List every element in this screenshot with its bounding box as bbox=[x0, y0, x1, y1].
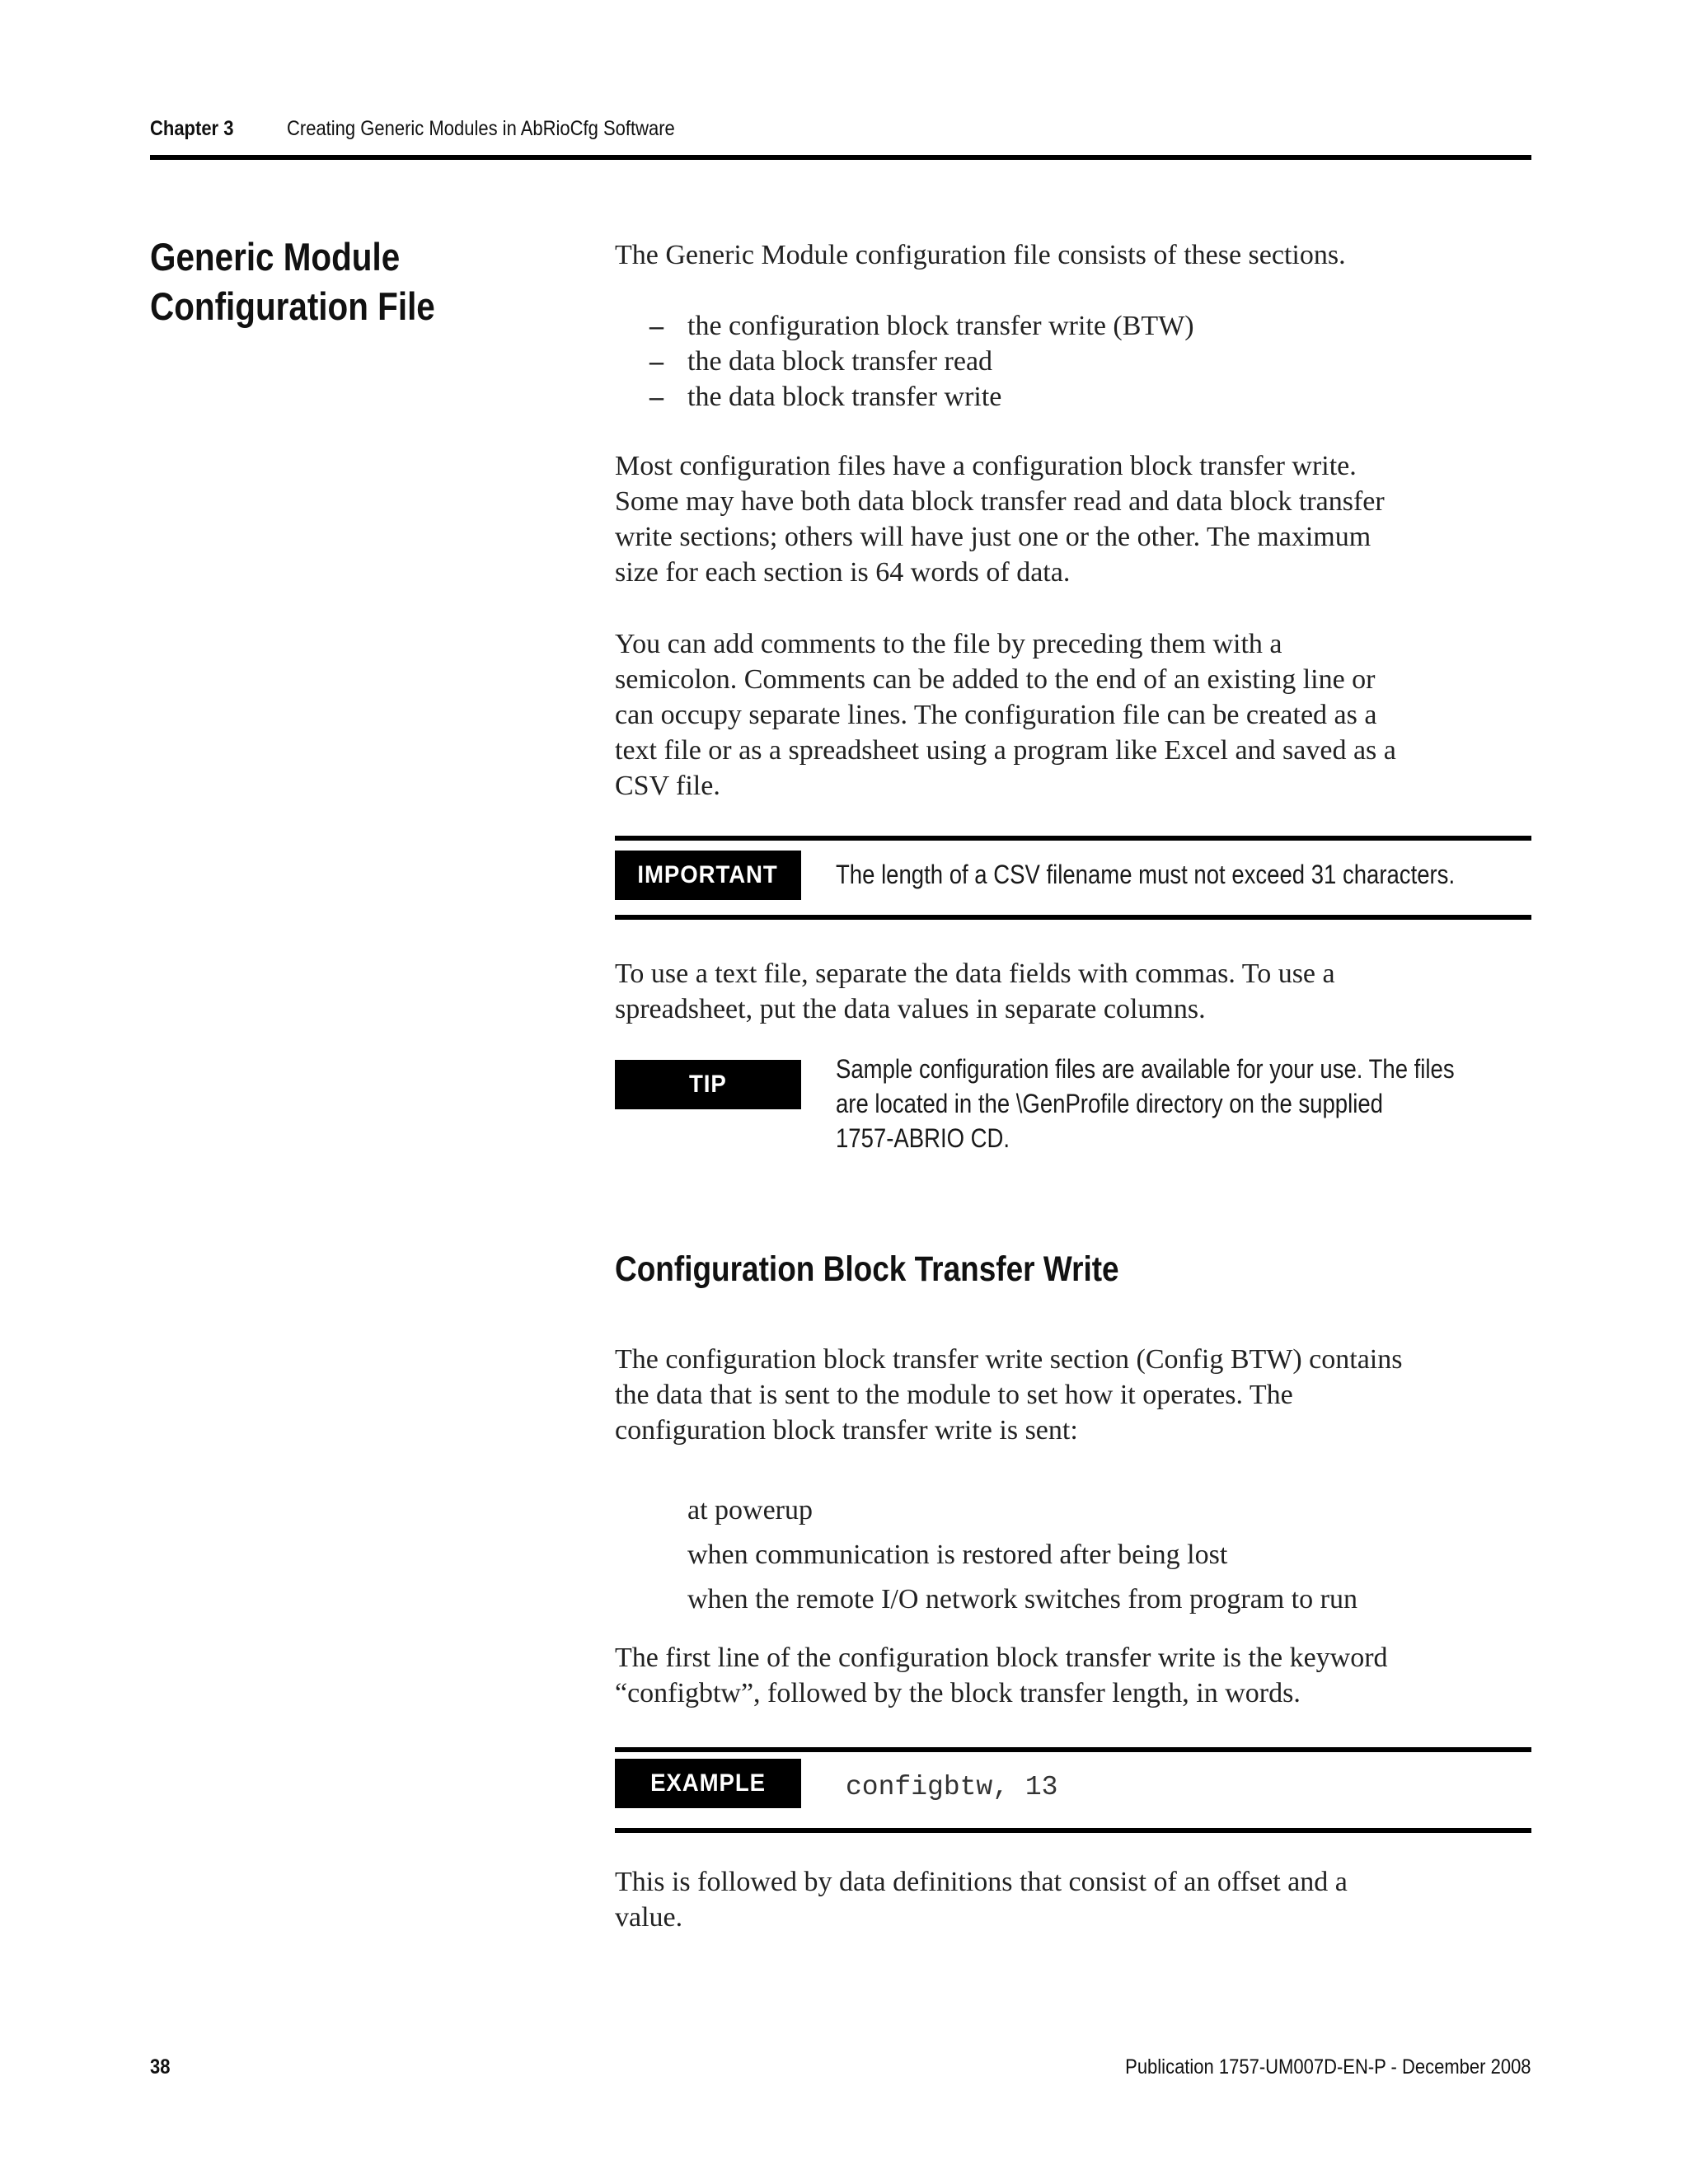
section-title-line-1: Generic Module bbox=[150, 235, 401, 279]
paragraph-line: The first line of the configuration block transfer write is the keyword bbox=[615, 1643, 1388, 1673]
dash-bullet: – bbox=[649, 311, 663, 341]
paragraph-sections-info bbox=[615, 448, 1538, 590]
paragraph-line: text file or as a spreadsheet using a program like Excel and saved as a bbox=[615, 735, 1396, 766]
publication-info: Publication 1757-UM007D-EN-P - December 2008 bbox=[1125, 2055, 1531, 2079]
example-label: EXAMPLE bbox=[615, 1759, 801, 1808]
important-top-rule bbox=[615, 836, 1531, 841]
section-title bbox=[150, 232, 490, 331]
paragraph-line: can occupy separate lines. The configuration file can be created as a bbox=[615, 700, 1377, 730]
tip-text-line: Sample configuration files are available for your use. The files bbox=[836, 1054, 1455, 1084]
important-label: IMPORTANT bbox=[615, 851, 801, 900]
list-item bbox=[649, 379, 1194, 415]
example-top-rule bbox=[615, 1747, 1531, 1752]
paragraph-line: Some may have both data block transfer read and data block transfer bbox=[615, 486, 1385, 517]
tip-text-line: are located in the \GenProfile directory on the supplied bbox=[836, 1089, 1383, 1118]
paragraph-line: Most configuration files have a configuration block transfer write. bbox=[615, 451, 1357, 481]
important-text-line: The length of a CSV filename must not exceed 31 characters. bbox=[836, 860, 1456, 889]
header-rule bbox=[150, 155, 1531, 160]
paragraph-first-line bbox=[615, 1640, 1538, 1711]
paragraph-line: semicolon. Comments can be added to the end of an existing line or bbox=[615, 664, 1376, 695]
page-number: 38 bbox=[150, 2055, 171, 2079]
sections-list bbox=[649, 308, 1194, 415]
chapter-title: Creating Generic Modules in AbRioCfg Software bbox=[287, 117, 675, 140]
list-item-text: the data block transfer read bbox=[687, 346, 993, 377]
paragraph-text-file bbox=[615, 956, 1538, 1027]
section-title-line-2: Configuration File bbox=[150, 284, 435, 328]
chapter-label: Chapter 3 bbox=[150, 117, 234, 140]
list-item bbox=[649, 308, 1194, 344]
sent-conditions-list bbox=[687, 1488, 1357, 1622]
example-bottom-rule bbox=[615, 1828, 1531, 1833]
list-item: at powerup bbox=[687, 1495, 814, 1526]
tip-text bbox=[836, 1052, 1536, 1155]
dash-bullet: – bbox=[649, 346, 663, 377]
important-text bbox=[836, 857, 1536, 892]
paragraph-line: This is followed by data definitions that consist of an offset and a bbox=[615, 1867, 1348, 1897]
list-item: when communication is restored after being lost bbox=[687, 1540, 1228, 1570]
paragraph-data-definitions bbox=[615, 1864, 1538, 1935]
intro-paragraph bbox=[615, 237, 1538, 273]
paragraph-line: To use a text file, separate the data fields with commas. To use a bbox=[615, 958, 1335, 989]
paragraph-line: write sections; others will have just one or the other. The maximum bbox=[615, 522, 1372, 552]
paragraph-line: size for each section is 64 words of data. bbox=[615, 557, 1071, 588]
tip-label: TIP bbox=[615, 1060, 801, 1109]
paragraph-line: spreadsheet, put the data values in separate columns. bbox=[615, 994, 1206, 1024]
example-code: configbtw, 13 bbox=[846, 1772, 1058, 1802]
intro-line: The Generic Module configuration file consists of these sections. bbox=[615, 240, 1346, 270]
paragraph-config-btw bbox=[615, 1342, 1538, 1448]
paragraph-line: value. bbox=[615, 1902, 683, 1933]
dash-bullet: – bbox=[649, 382, 663, 412]
list-item-text: the configuration block transfer write (BTW) bbox=[687, 311, 1194, 341]
list-item: when the remote I/O network switches from program to run bbox=[687, 1584, 1357, 1615]
subsection-heading: Configuration Block Transfer Write bbox=[615, 1249, 1119, 1289]
list-item bbox=[649, 344, 1194, 379]
paragraph-comments bbox=[615, 626, 1538, 804]
paragraph-line: CSV file. bbox=[615, 771, 720, 801]
list-item-text: the data block transfer write bbox=[687, 382, 1002, 412]
paragraph-line: You can add comments to the file by preceding them with a bbox=[615, 629, 1282, 659]
paragraph-line: configuration block transfer write is sent: bbox=[615, 1415, 1078, 1446]
paragraph-line: “configbtw”, followed by the block transfer length, in words. bbox=[615, 1678, 1301, 1708]
tip-text-line: 1757-ABRIO CD. bbox=[836, 1123, 1010, 1153]
paragraph-line: The configuration block transfer write section (Config BTW) contains bbox=[615, 1344, 1403, 1375]
paragraph-line: the data that is sent to the module to set how it operates. The bbox=[615, 1380, 1293, 1410]
page-header bbox=[150, 117, 1531, 142]
important-bottom-rule bbox=[615, 915, 1531, 920]
